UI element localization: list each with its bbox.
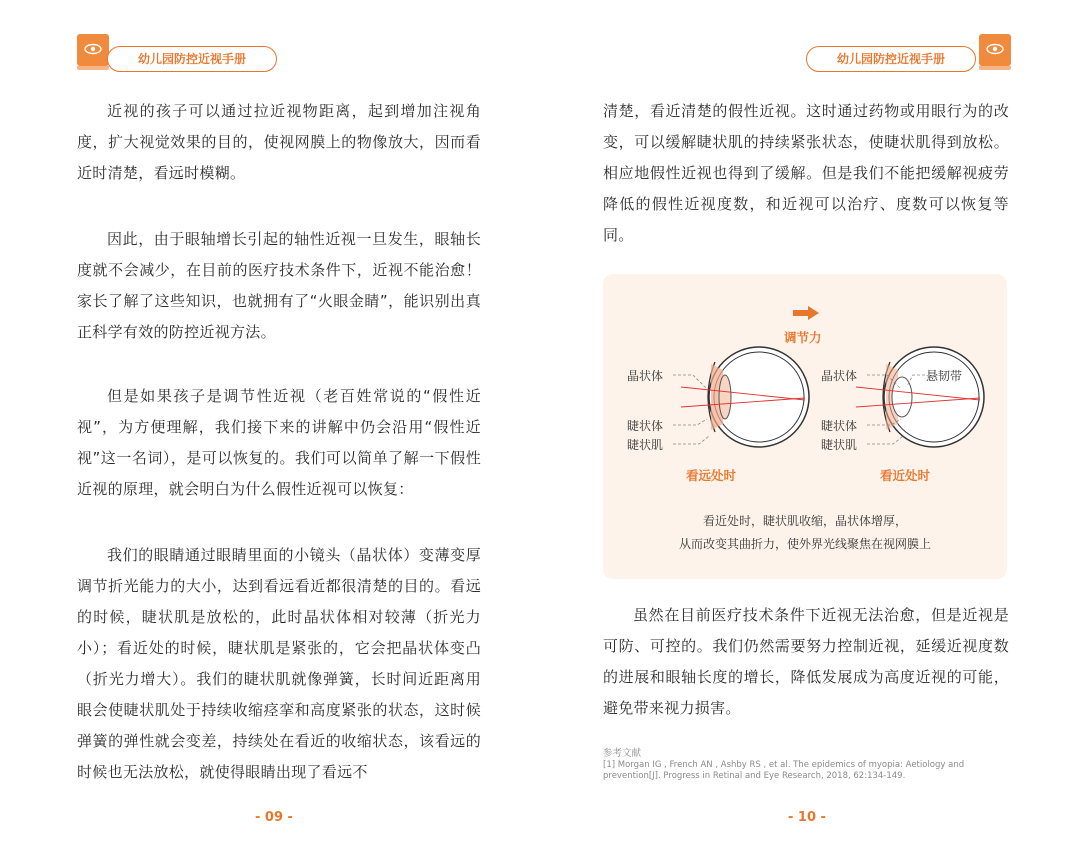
reference-line: prevention[J]. Progress in Retinal and Eye Research, 2018, 62:134-149. (603, 771, 906, 781)
figure-caption: 从而改变其曲折力，使外界光线聚焦在视网膜上 (678, 537, 931, 551)
near-eye-title: 看近处时 (880, 468, 931, 483)
left-page (0, 0, 543, 859)
figure-caption: 看近处时，睫状肌收缩，晶状体增厚， (702, 514, 907, 528)
page-number: - 10 - (788, 810, 826, 825)
leader-lines (863, 364, 933, 454)
ciliary-muscle-label: 睫状肌 (627, 438, 664, 452)
leader-lines (669, 364, 719, 454)
paragraph: 因此，由于眼轴增长引起的轴性近视一旦发生，眼轴长度就不会减少，在目前的医疗技术条件下，近视不能治愈！家长了解了这些知识，也就拥有了“火眼金睛”，能识别出真正科学有效的防控近视方法。 (77, 230, 481, 341)
references (603, 748, 1009, 783)
lens-label: 晶状体 (821, 369, 858, 383)
accommodation-label: 调节力 (784, 330, 822, 345)
eye-icon (986, 43, 1004, 55)
book-icon (979, 34, 1011, 66)
header-title: 幼儿园防控近视手册 (806, 46, 976, 72)
arrow-right-icon (793, 306, 819, 320)
page-number: - 09 - (255, 810, 293, 825)
lens-label: 晶状体 (627, 369, 664, 383)
references-heading: 参考文献 (603, 748, 642, 759)
page-header (77, 34, 282, 74)
reference-line: [1] Morgan IG , French AN , Ashby RS , et al. The epidemics of myopia: Aetiology and (603, 759, 965, 770)
paragraph: 清楚，看近清楚的假性近视。这时通过药物或用眼行为的改变，可以缓解睫状肌的持续紧张状态，使睫状肌得到放松。相应地假性近视也得到了缓解。但是我们不能把缓解视疲劳降低的假性近视度数，和近视可以治疗、度数可以恢复等同。 (603, 102, 1009, 244)
ciliary-body-label: 睫状体 (821, 419, 858, 433)
paragraph: 我们的眼睛通过眼睛里面的小镜头（晶状体）变薄变厚调节折光能力的大小，达到看远看近都很清楚的目的。看远的时候，睫状肌是放松的，此时晶状体相对较薄（折光力小）；看近处的时候，睫状肌是紧张的，它会把晶状体变凸（折光力增大）。我们的睫状肌就像弹簧，长时间近距离用眼会使睫状肌处于持续收缩痉挛和高度紧张的状态，这时候弹簧的弹性就会变差，持续处在看近的收缩状态，该看远的时候也无法放松，就使得眼睛出现了看远不 (77, 546, 481, 781)
book-icon (77, 34, 109, 66)
ciliary-body-label: 睫状体 (627, 419, 664, 433)
paragraph: 虽然在目前医疗技术条件下近视无法治愈，但是近视是可防、可控的。我们仍然需要努力控制近视，延缓近视度数的进展和眼轴长度的增长，降低发展成为高度近视的可能，避免带来视力损害。 (603, 606, 1009, 717)
header-title: 幼儿园防控近视手册 (107, 46, 277, 72)
ciliary-muscle-label: 睫状肌 (821, 438, 858, 452)
zonule-label: 悬韧带 (926, 369, 963, 383)
eye-accommodation-figure (603, 274, 1007, 579)
eye-icon (84, 43, 102, 55)
right-page (543, 0, 1087, 859)
paragraph: 但是如果孩子是调节性近视（老百姓常说的“假性近视”，为方便理解，我们接下来的讲解中仍会沿用“假性近视”这一名词），是可以恢复的。我们可以简单了解一下假性近视的原理，就会明白为什么假性近视可以恢复： (77, 387, 481, 498)
far-eye-title: 看远处时 (686, 468, 737, 483)
page-header (806, 34, 1011, 74)
paragraph: 近视的孩子可以通过拉近视物距离，起到增加注视角度，扩大视觉效果的目的，使视网膜上的物像放大，因而看近时清楚，看远时模糊。 (77, 102, 481, 182)
